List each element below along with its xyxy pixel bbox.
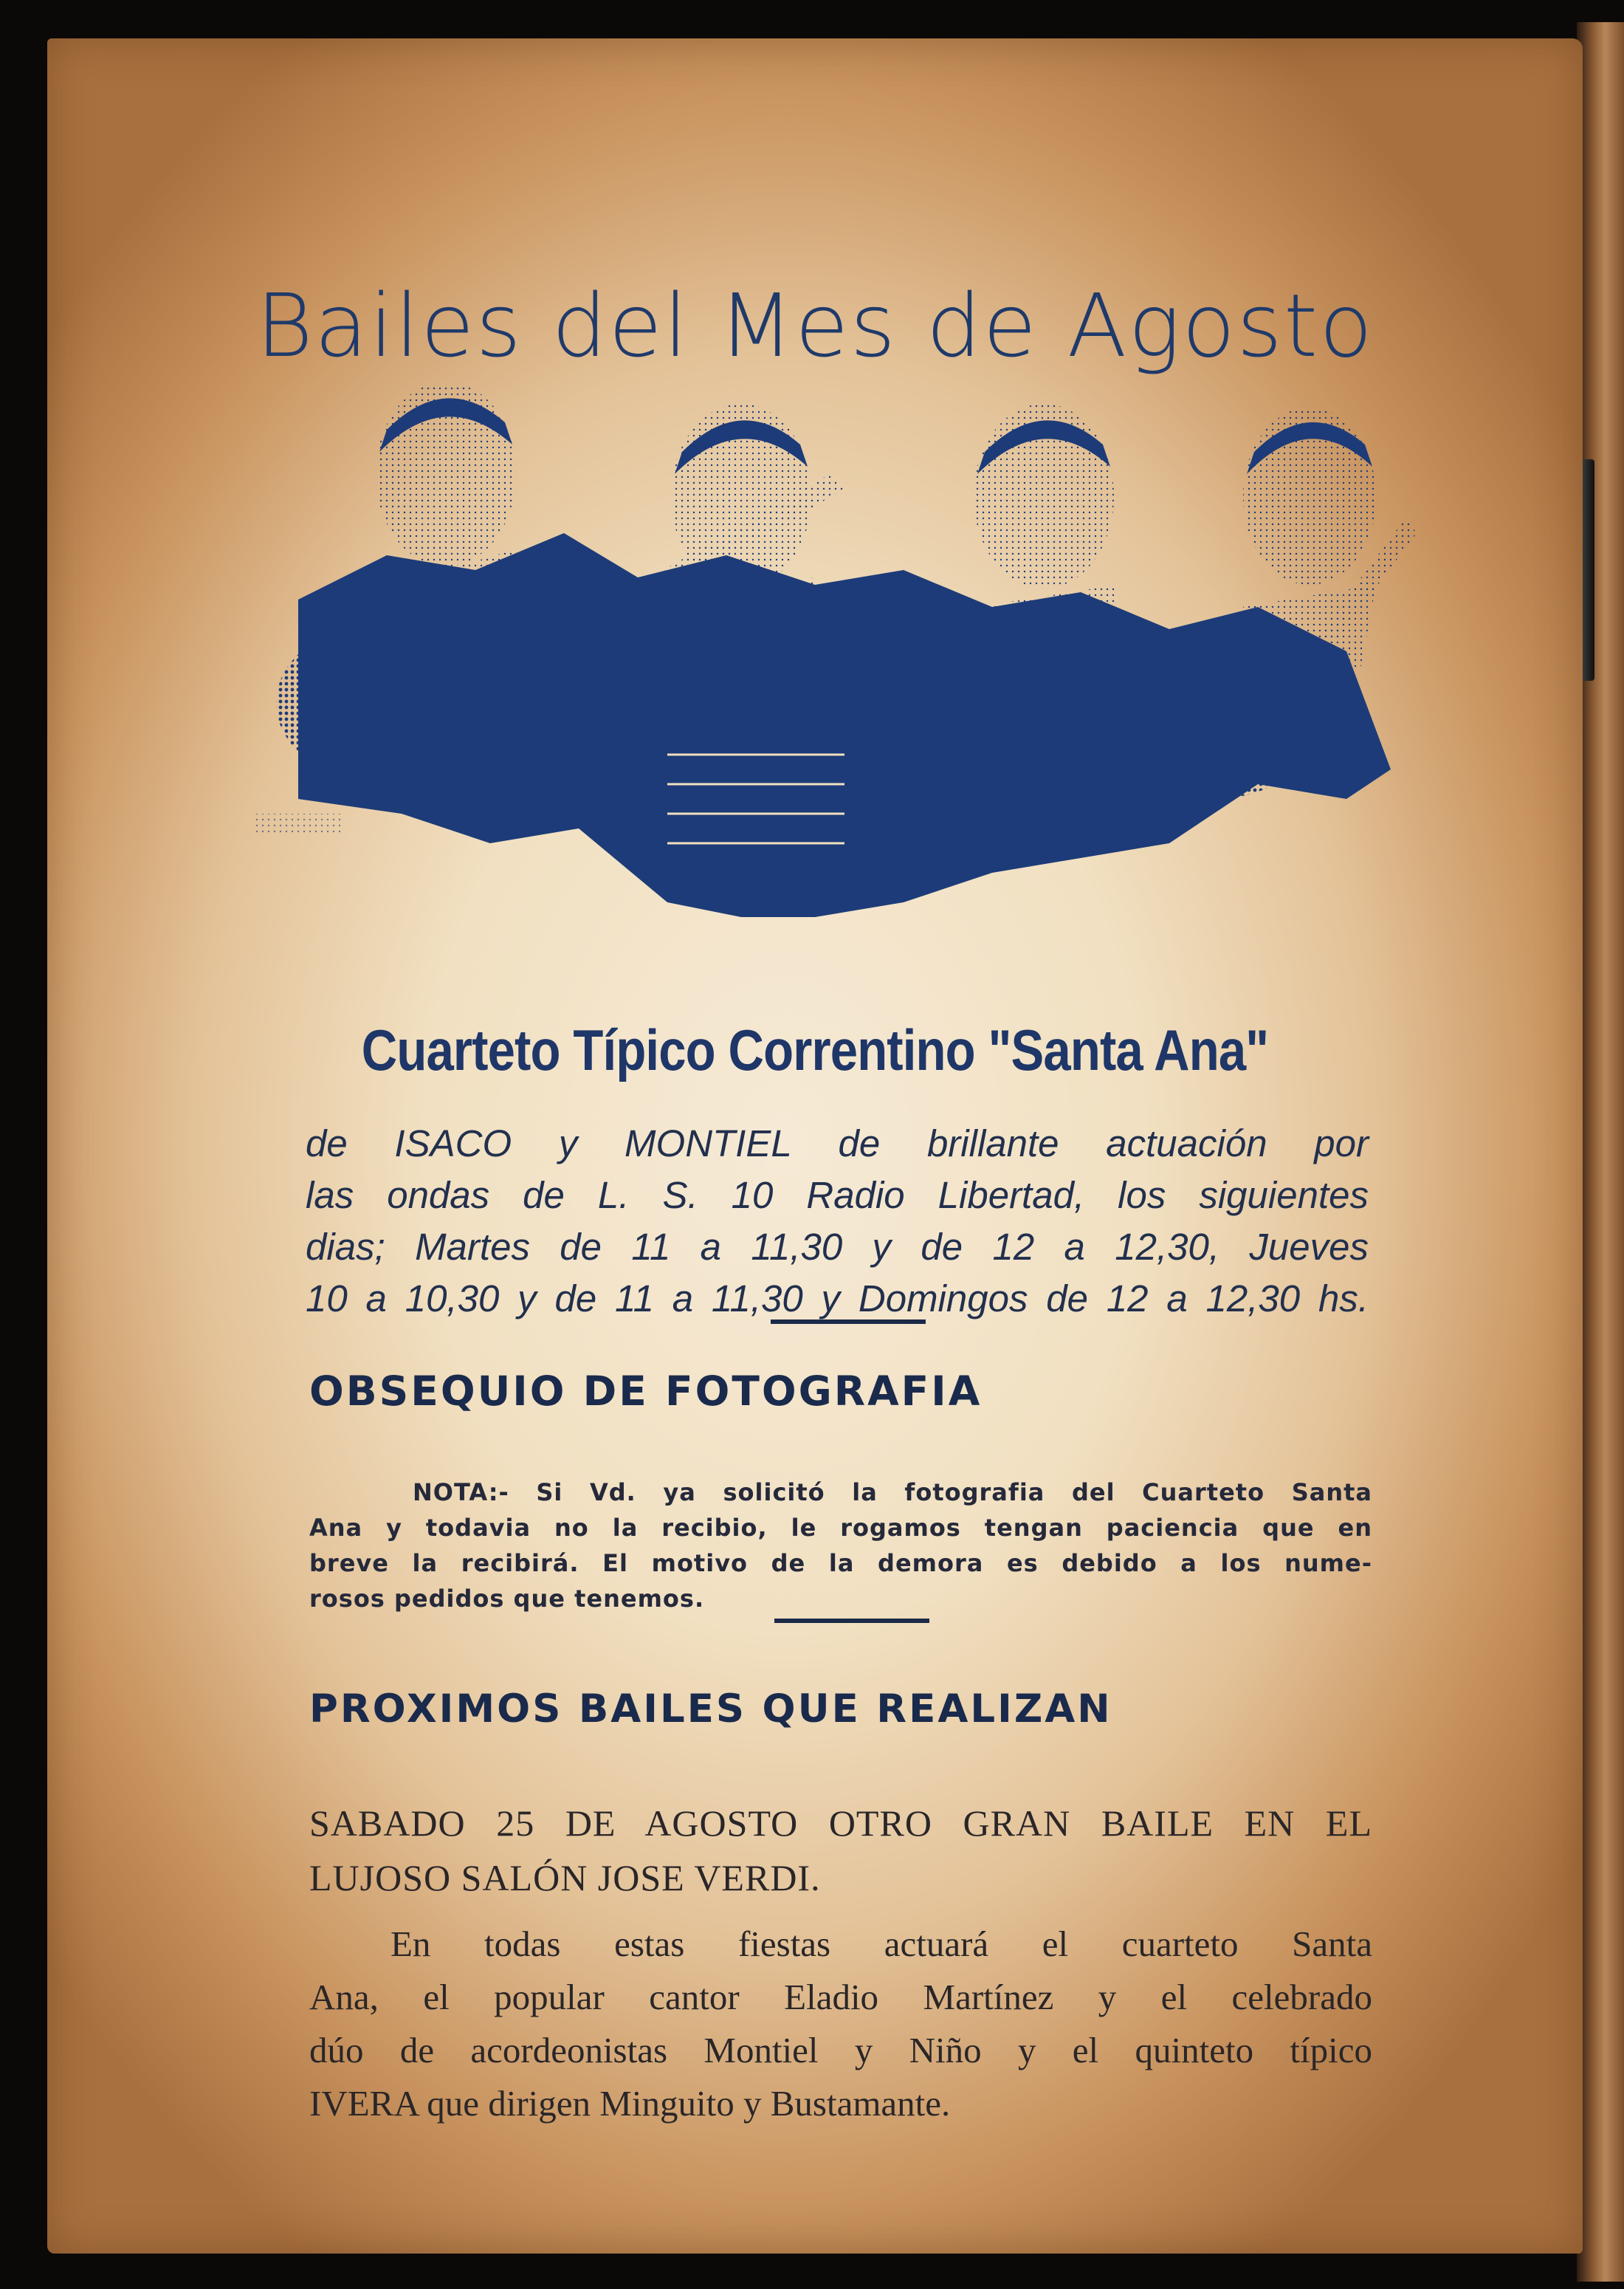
page-title: Bailes del Mes de Agosto xyxy=(255,275,1374,377)
band-description-line: dias; Martes de 11 a 11,30 y de 12 a 12,30, Jueves xyxy=(306,1226,1369,1268)
band-name: Cuarteto Típico Correntino "Santa Ana" xyxy=(361,1017,1269,1082)
fiestas-line: IVERA que dirigen Minguito y Bustamante. xyxy=(309,2083,951,2124)
fiestas-paragraph xyxy=(309,1918,1372,2130)
nota-line: rosos pedidos que tenemos. xyxy=(309,1585,705,1613)
band-description-line: de ISACO y MONTIEL de brillante actuación por xyxy=(306,1122,1369,1164)
proximos-title: PROXIMOS BAILES QUE REALIZAN xyxy=(309,1686,1112,1732)
band-description xyxy=(306,1118,1369,1325)
divider-rule xyxy=(774,1619,929,1623)
nota-line: breve la recibirá. El motivo de la demora es debido a los nume- xyxy=(309,1549,1372,1577)
book-spine xyxy=(1577,22,1624,2282)
paper-page xyxy=(47,38,1583,2254)
sabado-line: LUJOSO SALÓN JOSE VERDI. xyxy=(309,1857,821,1898)
fiestas-line: Ana, el popular cantor Eladio Martínez y el celebrado xyxy=(309,1977,1372,2017)
sabado-announcement xyxy=(309,1796,1372,1905)
sabado-line: SABADO 25 DE AGOSTO OTRO GRAN BAILE EN EL xyxy=(309,1802,1372,1844)
fiestas-line: dúo de acordeonistas Montiel y Niño y el quinteto típico xyxy=(309,2030,1372,2070)
band-description-line: 10 a 10,30 y de 11 a 11,30 y Domingos de 12 a 12,30 hs. xyxy=(306,1277,1369,1319)
obsequio-title: OBSEQUIO DE FOTOGRAFIA xyxy=(309,1367,983,1415)
band-description-line: las ondas de L. S. 10 Radio Libertad, los siguientes xyxy=(306,1174,1369,1216)
nota-line: NOTA:- Si Vd. ya solicitó la fotografia del Cuarteto Santa xyxy=(413,1478,1372,1506)
nota-line: Ana y todavia no la recibio, le rogamos tengan paciencia que en xyxy=(309,1514,1372,1542)
divider-rule xyxy=(771,1319,926,1324)
fiestas-line: En todas estas fiestas actuará el cuarteto Santa xyxy=(390,1923,1372,1964)
nota-paragraph xyxy=(309,1475,1372,1616)
four-musicians-photo xyxy=(254,385,1420,976)
